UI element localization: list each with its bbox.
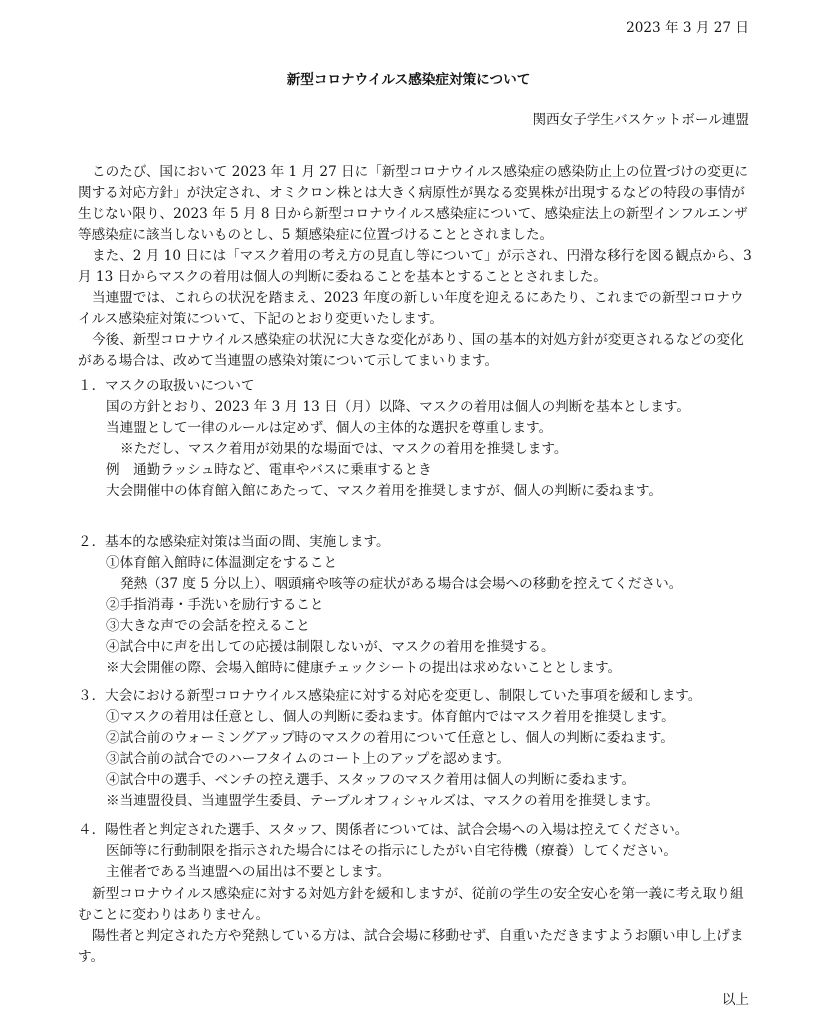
section-line: 国の方針とおり、2023 年 3 月 13 日（月）以降、マスクの着用は個人の判断を基本とします。 xyxy=(106,399,691,415)
intro-paragraph: このたび、国において 2023 年 1 月 27 日に「新型コロナウイルス感染症の感染防止上の位置づけの変更に関する対応方針」が決定され、オミクロン株とは大きく病原性が異なる変異株が出現するなどの特段の事情が生じない限り、2023 年 5 月 8 日から新型コロナウイルス感染症について、感染症法上の新型インフルエンザ等感染症に該当しないものとし、5 類感染症に位置づけることとされました。 xyxy=(78,164,749,243)
section-line: 当連盟として一律のルールは定めず、個人の主体的な選択を尊重します。 xyxy=(106,420,553,436)
section-line: ③大きな声での会話を控えること xyxy=(106,618,310,634)
closing-paragraph: 新型コロナウイルス感染症に対する対処方針を緩和しますが、従前の学生の安全安心を第一義に考え取り組むことに変わりはありません。 xyxy=(78,886,744,923)
section-line: ※当連盟役員、当連盟学生委員、テーブルオフィシャルズは、マスクの着用を推奨します。 xyxy=(106,793,659,809)
intro-paragraphs xyxy=(78,162,753,372)
section-tournament-changes xyxy=(78,686,768,812)
intro-paragraph: 当連盟では、これらの状況を踏まえ、2023 年度の新しい年度を迎えるにあたり、これまでの新型コロナウイルス感染症対策について、下記のとおり変更いたします。 xyxy=(78,290,744,327)
section-line: ①マスクの着用は任意とし、個人の判断に委ねます。体育館内ではマスク着用を推奨します。 xyxy=(106,709,675,725)
document-date: 2023 年 3 月 27 日 xyxy=(626,20,749,36)
closing-paragraphs xyxy=(78,884,753,968)
section-line: 例 通勤ラッシュ時など、電車やバスに乗車するとき xyxy=(106,462,432,478)
section-line: ※大会開催の際、会場入館時に健康チェックシートの提出は求めないこととします。 xyxy=(106,660,622,676)
section-line: 医師等に行動制限を指示された場合にはその指示にしたがい自宅待機（療養）してください。 xyxy=(106,843,677,859)
section-line: 大会開催中の体育館入館にあたって、マスク着用を推奨しますが、個人の判断に委ねます。 xyxy=(106,483,662,499)
section-heading: ４．陽性者と判定された選手、スタッフ、関係者については、試合会場への入場は控えてください。 xyxy=(78,822,689,838)
end-mark: 以上 xyxy=(721,992,749,1008)
intro-paragraph: また、2 月 10 日には「マスク着用の考え方の見直し等について」が示され、円滑な移行を図る観点から、3 月 13 日からマスクの着用は個人の判断に委ねることを基本とすることとされました。 xyxy=(78,248,752,285)
section-line: 発熱（37 度 5 分以上）、咽頭痛や咳等の症状がある場合は会場への移動を控えてください。 xyxy=(120,576,683,592)
section-basic-measures xyxy=(78,532,768,679)
section-heading: １．マスクの取扱いについて xyxy=(78,378,255,394)
section-mask-handling xyxy=(78,376,768,502)
closing-paragraph: 陽性者と判定された方や発熱している方は、試合会場に移動せず、自重いただきますようお願い申し上げます。 xyxy=(78,928,744,965)
section-line: ③試合前の試合でのハーフタイムのコート上のアップを認めます。 xyxy=(106,751,510,767)
section-line: ④試合中の選手、ベンチの控え選手、スタッフのマスク着用は個人の判断に委ねます。 xyxy=(106,772,636,788)
section-heading: ２．基本的な感染症対策は当面の間、実施します。 xyxy=(78,534,390,550)
section-line: ②試合前のウォーミングアップ時のマスクの着用について任意とし、個人の判断に委ねます。 xyxy=(106,730,674,746)
document-title: 新型コロナウイルス感染症対策について xyxy=(286,72,531,88)
section-line: ※ただし、マスク着用が効果的な場面では、マスクの着用を推奨します。 xyxy=(120,441,568,457)
section-positive-cases xyxy=(78,820,768,883)
section-line: ④試合中に声を出しての応援は制限しないが、マスクの着用を推奨する。 xyxy=(106,639,555,655)
section-heading: ３．大会における新型コロナウイルス感染症に対する対応を変更し、制限していた事項を緩和します。 xyxy=(78,688,702,704)
section-line: 主催者である当連盟への届出は不要とします。 xyxy=(106,864,391,880)
section-line: ②手指消毒・手洗いを励行すること xyxy=(106,597,324,613)
intro-paragraph: 今後、新型コロナウイルス感染症の状況に大きな変化があり、国の基本的対処方針が変更されるなどの変化がある場合は、改めて当連盟の感染対策について示してまいります。 xyxy=(78,332,744,369)
section-line: ①体育館入館時に体温測定をすること xyxy=(106,555,338,571)
organization-name: 関西女子学生バスケットボール連盟 xyxy=(532,112,749,128)
